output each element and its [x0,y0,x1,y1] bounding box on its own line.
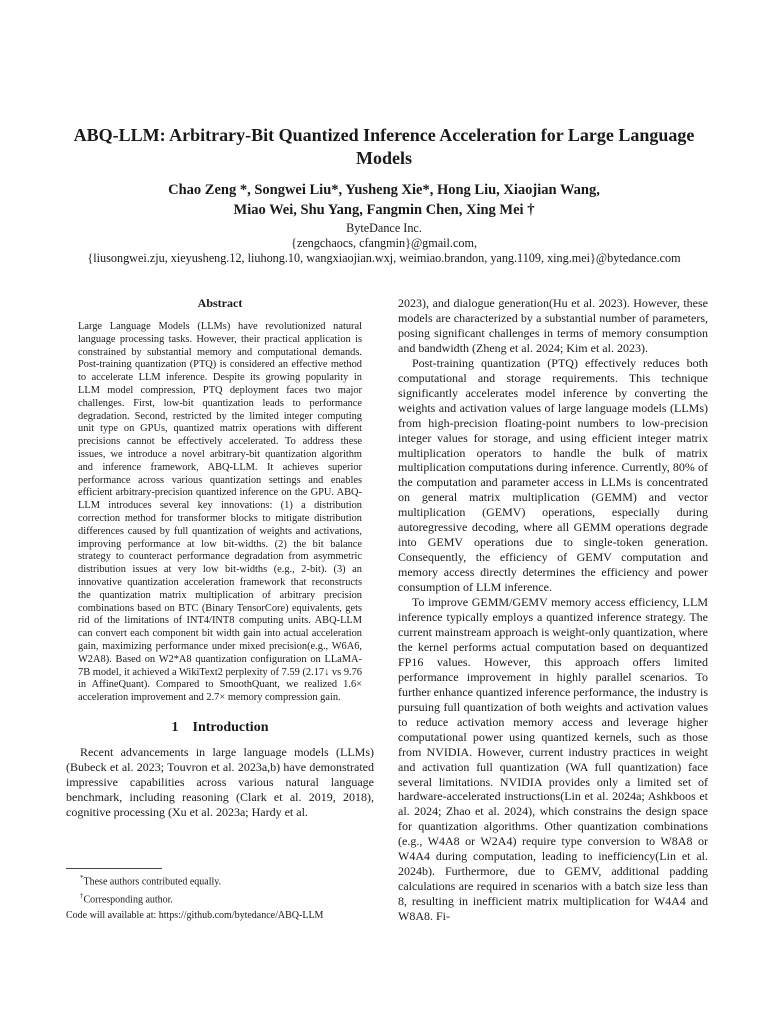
section-title: Introduction [192,719,269,735]
code-availability-note: Code will available at: https://github.com/bytedance/ABQ-LLM [66,909,324,921]
affiliation-block [40,221,728,266]
left-column [66,296,374,820]
authors-line-2: Miao Wei, Shu Yang, Fangmin Chen, Xing Mei † [233,202,535,218]
footnote-rule [66,868,162,869]
section-number: 1 [171,719,179,735]
footnote-corresponding [80,890,374,906]
email-line-1: {zengchaocs, cfangmin}@gmail.com, [290,236,478,250]
footnote-text: Corresponding author. [83,894,173,906]
footnote-equal-contribution [80,872,374,888]
right-paragraph-1: 2023), and dialogue generation(Hu et al. 2023). However, these models are characterized by a substantial number of parameters, posing significant challenges in terms of memory consumption and bandwidth (Zheng et al. 2024; Kim et al. 2023). [398,296,708,355]
affiliation: ByteDance Inc. [346,221,422,235]
email-line-2: {liusongwei.zju, xieyusheng.12, liuhong.10, wangxiaojian.wxj, weimiao.brandon, yang.1109, xing.mei}@bytedance.com [87,251,681,265]
abstract-text: Large Language Models (LLMs) have revolutionized natural language processing tasks. However, their practical application is constrained by substantial memory and computational demands. Post-training quantization (PTQ) is considered an effective method to accelerate LLM inference. Despite its growing popularity in LLM model compression, PTQ deployment faces two major challenges. First, low-bit quantization leads to performance degradation. Second, restricted by the limited integer computing unit type on GPUs, quantized matrix operations with different precisions cannot be effectively accelerated. To address these issues, we introduce a novel arbitrary-bit quantization algorithm and inference framework, ABQ-LLM. It achieves superior performance across various quantization settings and enables efficient arbitrary-precision quantized inference on the GPU. ABQ-LLM introduces several key innovations: (1) a distribution correction method for transformer blocks to mitigate distribution differences caused by full quantization of weights and activations, improving performance at low bit-widths. (2) the bit balance strategy to counteract performance degradation from asymmetric distribution issues at very low bit-widths (e.g., 2-bit). (3) an innovative quantization acceleration framework that reconstructs the quantization matrix multiplication of arbitrary precision combinations based on BTC (Binary TensorCore) equivalents, gets rid of the limitations of INT4/INT8 computing units. ABQ-LLM can convert each component bit width gain into actual acceleration gain, maximizing performance under mixed precision(e.g., W6A6, W2A8). Based on W2*A8 quantization configuration on LLaMA-7B model, it achieved a WikiText2 perplexity of 7.59 (2.17↓ vs 9.76 in AffineQuant). Compared to SmoothQuant, we realized 1.6× acceleration improvement and 2.7× memory compression gain. [78,321,362,704]
footnote-mark: * [80,874,84,882]
introduction-heading [66,719,374,737]
footnote-text: These authors contributed equally. [83,876,222,888]
intro-paragraph: Recent advancements in large language models (LLMs) (Bubeck et al. 2023; Touvron et al. 2023a,b) have demonstrated impressive capabilities across various natural language benchmark, including reasoning (Clark et al. 2019, 2018), cognitive processing (Xu et al. 2023a; Hardy et al. [66,744,374,819]
author-list [60,180,708,220]
right-paragraph-3: To improve GEMM/GEMV memory access efficiency, LLM inference typically employs a quantized inference strategy. The current mainstream approach is weight-only quantization, where the kernel performs actual computation based on dequantized FP16 values. However, this approach offers limited performance improvement in highly parallel scenarios. To further enhance quantized inference performance, the industry is pursuing full quantization of both weights and activation values to reduce activation memory access and leverage higher computational power using quantized kernels, such as those from NVIDIA. However, current industry practices in weight and activation full quantization (WA full quantization) face several limitations. NVIDIA provides only a limited set of hardware-accelerated instructions(Lin et al. 2024a; Ashkboos et al. 2024; Zhao et al. 2024), which constrains the design space for quantization algorithms. Other quantization combinations (e.g., W4A8 or W2A4) require type conversion to W8A8 or W4A4 during computation, leading to inefficiency(Lin et al. 2024b). Furthermore, due to GEMV, additional padding calculations are required in scenarios with a batch size less than 8, resulting in inefficient matrix multiplication for W4A4 and W8A8. Fi- [398,595,708,924]
right-paragraph-2: Post-training quantization (PTQ) effectively reduces both computational and storage requirements. This technique significantly accelerates model inference by converting the weights and activation values of large language models (LLMs) from high-precision floating-point numbers to low-precision integer values for storage, and using efficient integer matrix multiplication operators to handle the bulk of matrix multiplication computations during inference. Currently, 80% of the computation and parameter access in LLMs is concentrated on general matrix multiplication (GEMM) and vector multiplication (GEMV) operations, especially during autoregressive decoding, where all GEMM operations degrade into GEMV operations due to single-token generation. Consequently, the efficiency of GEMV computation and memory access directly determines the efficiency and power consumption of LLM inference. [398,355,708,595]
authors-line-1: Chao Zeng *, Songwei Liu*, Yusheng Xie*, Hong Liu, Xiaojian Wang, [168,182,600,198]
abstract-heading: Abstract [197,296,243,310]
footnote-mark: † [80,892,84,901]
paper-title: ABQ-LLM: Arbitrary-Bit Quantized Inference Acceleration for Large Language Models [73,125,695,168]
right-column [398,296,708,924]
footnotes [66,868,374,922]
